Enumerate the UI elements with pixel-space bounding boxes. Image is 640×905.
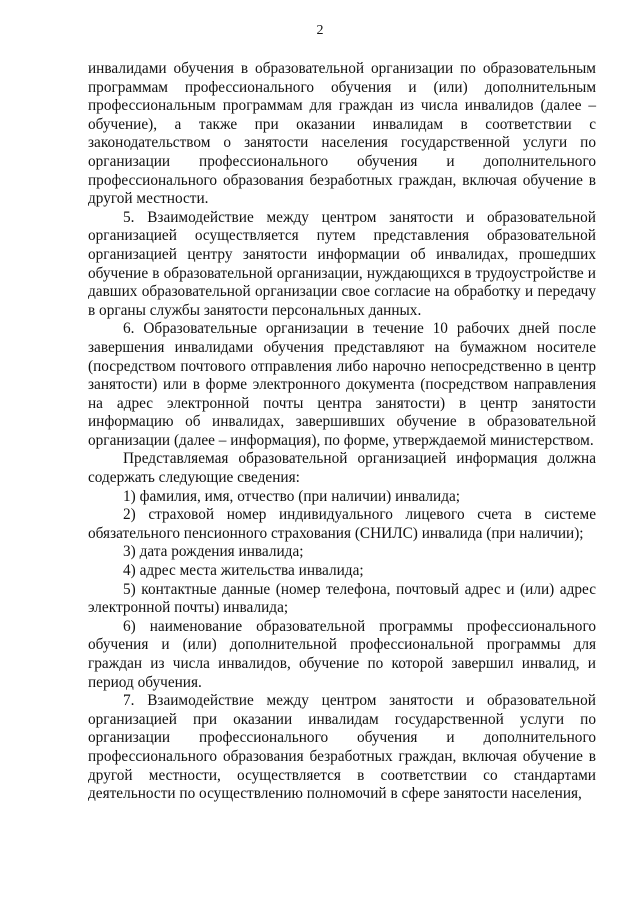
paragraph-item-6: 6. Образовательные организации в течение 10 рабочих дней после завершения инвалидами обучения представляют на бумажном носителе (посредством почтового отправления либо нарочно непосредственно в центр занятости) или в форме электронного документа (посредством направления на адрес электронной почты центра занятости) в центр занятости информацию об инвалидах, завершивших обучение в образовательной организации (далее – информация), по форме, утверждаемой министерством. [88, 320, 596, 449]
list-item-6: 6) наименование образовательной программы профессионального обучения и (или) дополнительной профессиональной программы для граждан из числа инвалидов, обучение по которой завершил инвалид, и период обучения. [88, 617, 596, 691]
paragraph-continuation: инвалидами обучения в образовательной организации по образовательным программам профессионального обучения и (или) дополнительным профессиональным программам для граждан из числа инвалидов (далее – обучение), а также при оказании инвалидам в соответствии с законодательством о занятости населения государственной услуги по организации профессионального обучения и дополнительного профессионального образования безработных граждан, включая обучение в другой местности. [88, 60, 596, 208]
list-item-4: 4) адрес места жительства инвалида; [123, 562, 364, 580]
paragraph-item-7: 7. Взаимодействие между центром занятости и образовательной организацией при оказании инвалидам государственной услуги по организации профессионального обучения и дополнительного профессионального образования безработных граждан, включая обучение в другой местности, осуществляется в соответствии со стандартами деятельности по осуществлению полномочий в сфере занятости населения, [88, 692, 596, 803]
document-body [88, 60, 596, 804]
paragraph-info-intro: Представляемая образовательной организацией информация должна содержать следующие сведения: [88, 450, 596, 487]
list-item-3: 3) дата рождения инвалида; [123, 543, 304, 561]
list-item-1: 1) фамилия, имя, отчество (при наличии) инвалида; [123, 487, 461, 505]
list-item-5: 5) контактные данные (номер телефона, почтовый адрес и (или) адрес электронной почты) инвалида; [88, 580, 596, 617]
page-number: 2 [316, 23, 324, 38]
list-item-2: 2) страховой номер индивидуального лицевого счета в системе обязательного пенсионного страхования (СНИЛС) инвалида (при наличии); [88, 506, 596, 542]
paragraph-item-5: 5. Взаимодействие между центром занятости и образовательной организацией осуществляется путем представления образовательной организацией центру занятости информации об инвалидах, прошедших обучение в образовательной организации, нуждающихся в трудоустройстве и давших образовательной организации свое согласие на обработку и передачу в органы службы занятости персональных данных. [88, 208, 596, 319]
